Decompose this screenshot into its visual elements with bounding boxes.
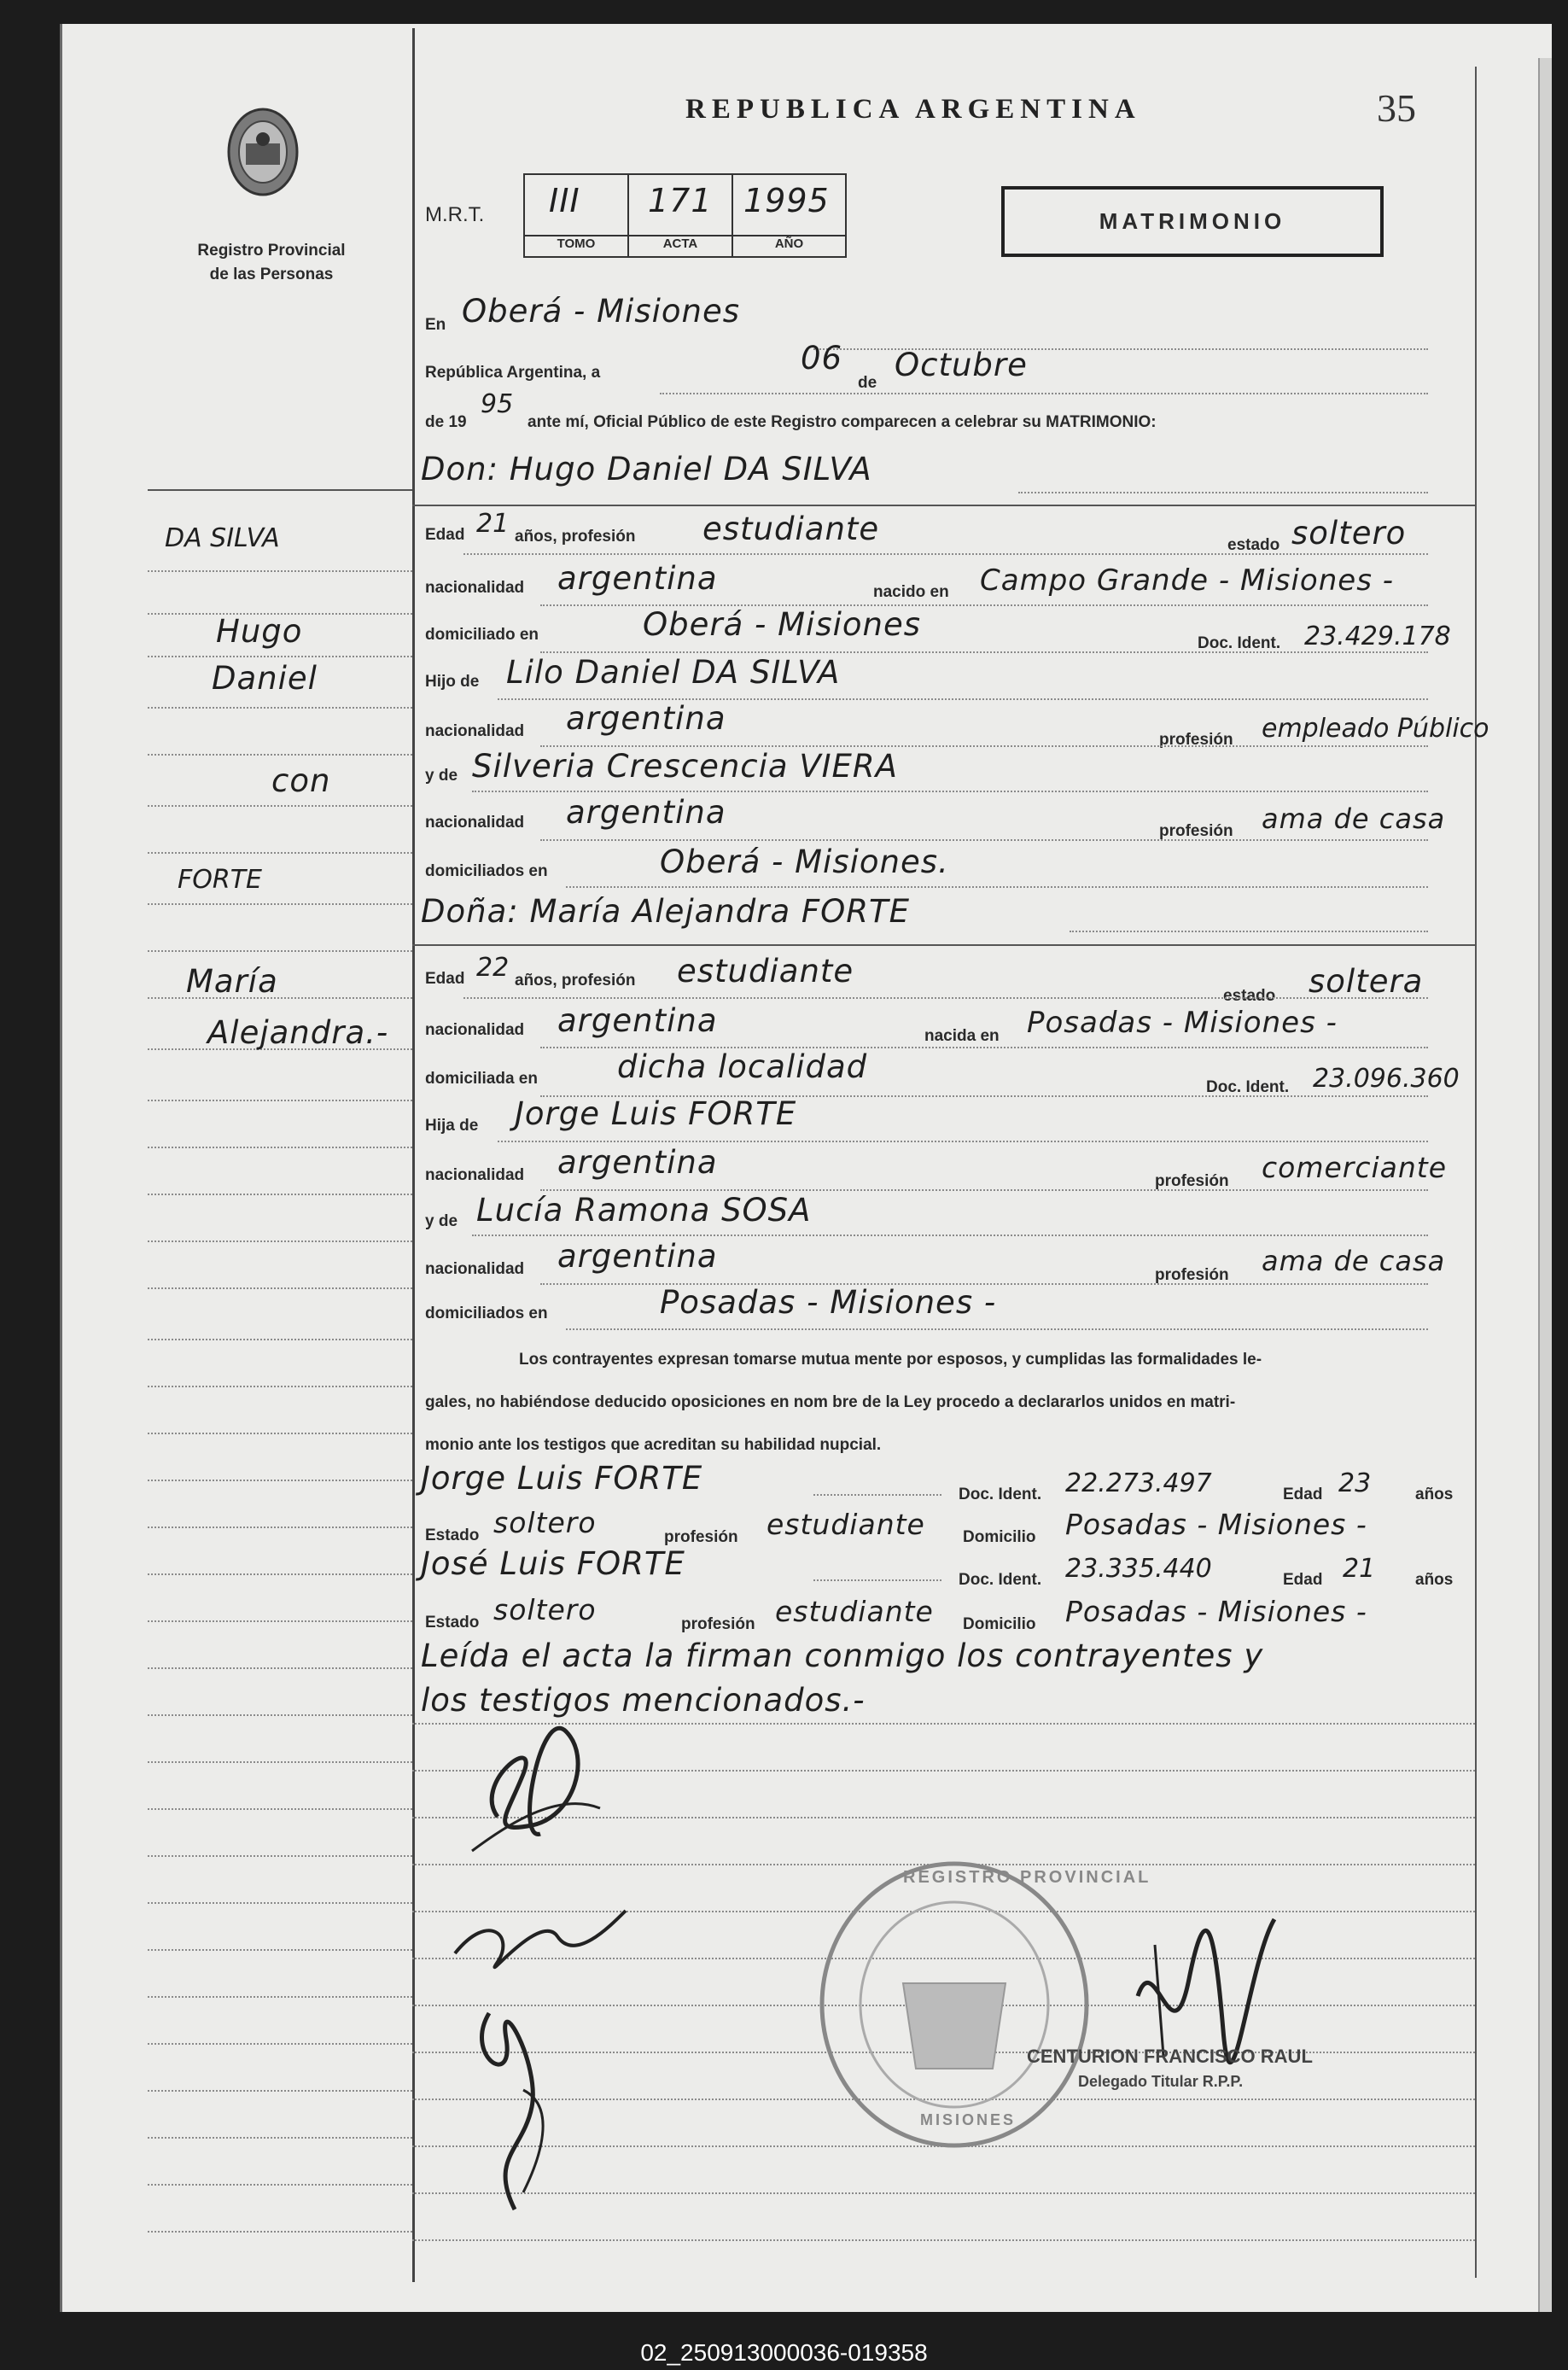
bride-doms-label: domiciliados en (425, 1305, 548, 1322)
rule (463, 553, 1428, 555)
groom-estado: soltero (1291, 515, 1407, 552)
ano-label: AÑO (733, 235, 845, 251)
bride-profesion: estudiante (677, 953, 854, 989)
declaration-line3: monio ante los testigos que acreditan su habilidad nupcial. (425, 1436, 882, 1454)
witness1-dom-label: Domicilio (963, 1528, 1036, 1546)
bride-padre-nac: argentina (557, 1144, 718, 1181)
witness2-doc: 23.335.440 (1065, 1554, 1212, 1584)
republica-label: República Argentina, a (425, 364, 601, 382)
bride-yde-label: y de (425, 1212, 458, 1230)
witness1-profesion: estudiante (767, 1508, 925, 1541)
day: 06 (801, 340, 843, 377)
groom-edad: 21 (476, 509, 510, 539)
rule (472, 1235, 1428, 1236)
provincial-seal-graphic (813, 1855, 1095, 2154)
bride-edad: 22 (476, 953, 510, 983)
margin-rule (148, 1147, 412, 1148)
margin-rule (148, 1573, 412, 1575)
groom-nacionalidad: argentina (557, 560, 718, 597)
en-label: En (425, 316, 446, 334)
margin-rule (148, 1761, 412, 1763)
witness2-prof-label: profesión (681, 1615, 755, 1633)
margin-rule (148, 1996, 412, 1998)
acta-cell (629, 175, 733, 256)
bride-doc-label: Doc. Ident. (1206, 1078, 1290, 1096)
bride-padre-prof: comerciante (1262, 1151, 1448, 1184)
margin-given-1a: Hugo (216, 613, 303, 650)
margin-rule (148, 1100, 412, 1101)
witness2-estado-label: Estado (425, 1614, 480, 1632)
closing-line1: Leída el acta la firman conmigo los contrayentes y (421, 1637, 1264, 1674)
register-page (60, 24, 1552, 2312)
groom-madre-prof: ama de casa (1262, 803, 1446, 835)
witness2-profesion: estudiante (775, 1595, 934, 1628)
margin-rule (148, 656, 412, 657)
acta-value: 171 (648, 182, 713, 219)
bride-madre-nac-label: nacionalidad (425, 1260, 525, 1278)
acta-label: ACTA (629, 235, 732, 251)
margin-rule (148, 2231, 412, 2233)
official-title: Delegado Titular R.P.P. (1078, 2073, 1244, 2090)
party-signatures-graphic (438, 1697, 660, 2244)
witness2-estado: soltero (493, 1593, 597, 1626)
bride-domicilio: dicha localidad (617, 1048, 868, 1085)
margin-rule (148, 1433, 412, 1434)
bride-edad-label: Edad (425, 970, 465, 988)
year-prefix: de 19 (425, 413, 467, 431)
margin-con: con (271, 762, 331, 799)
section-divider (412, 505, 1475, 506)
margin-rule (148, 1194, 412, 1195)
groom-madre-prof-label: profesión (1159, 822, 1233, 840)
groom-madre: Silveria Crescencia VIERA (472, 748, 898, 785)
rule (472, 791, 1428, 792)
year-suffix: 95 (481, 389, 514, 419)
rule (813, 1579, 941, 1581)
margin-given-1b: Daniel (212, 660, 318, 697)
rule (498, 1141, 1428, 1142)
groom-name: Don: Hugo Daniel DA SILVA (421, 451, 872, 487)
margin-rule (148, 2090, 412, 2092)
mrt-label: M.R.T. (425, 203, 485, 226)
country-title: REPUBLICA ARGENTINA (685, 94, 1141, 125)
margin-rule (148, 903, 412, 905)
groom-padre-nac-label: nacionalidad (425, 722, 525, 740)
groom-doc-label: Doc. Ident. (1198, 634, 1281, 652)
margin-divider-line (148, 489, 412, 491)
place: Oberá - Misiones (462, 293, 741, 330)
witness2-name: José Luis FORTE (421, 1545, 685, 1582)
margin-rule (148, 1808, 412, 1810)
witness1-domicilio: Posadas - Misiones - (1065, 1508, 1367, 1541)
rule (1070, 931, 1428, 932)
page-number: 35 (1377, 86, 1416, 130)
right-border (1475, 67, 1477, 2278)
witness2-anos-label: años (1415, 1571, 1454, 1589)
margin-surname-2: FORTE (178, 865, 262, 895)
witness2-edad: 21 (1343, 1554, 1376, 1584)
bride-doc: 23.096.360 (1313, 1064, 1460, 1094)
margin-rule (148, 1526, 412, 1528)
groom-doms-label: domiciliados en (425, 862, 548, 880)
groom-edad-label: Edad (425, 526, 465, 544)
groom-hijo-label: Hijo de (425, 673, 480, 691)
bride-madre: Lucía Ramona SOSA (476, 1192, 812, 1229)
witness1-estado: soltero (493, 1506, 597, 1539)
bride-nacida: Posadas - Misiones - (1027, 1006, 1338, 1040)
margin-rule (148, 1667, 412, 1669)
rule (463, 997, 1428, 999)
margin-surname-1: DA SILVA (165, 523, 280, 553)
witness1-doc-label: Doc. Ident. (959, 1486, 1042, 1503)
groom-domicilio: Oberá - Misiones (643, 606, 922, 643)
margin-rule (148, 754, 412, 756)
witness1-prof-label: profesión (664, 1528, 738, 1546)
groom-padre: Lilo Daniel DA SILVA (506, 654, 841, 691)
rule (540, 651, 1428, 653)
rule (540, 745, 1428, 747)
de-label: de (858, 374, 877, 392)
groom-profesion-label: años, profesión (515, 528, 636, 546)
bride-padre-nac-label: nacionalidad (425, 1166, 525, 1184)
rule (566, 886, 1428, 888)
witness2-doc-label: Doc. Ident. (959, 1571, 1042, 1589)
margin-rule (148, 950, 412, 952)
groom-madre-nac: argentina (566, 794, 726, 831)
declaration-line1: Los contrayentes expresan tomarse mutua mente por esposos, y cumplidas las formalidades le- (519, 1351, 1262, 1369)
margin-rule (148, 2043, 412, 2045)
bride-name: Doña: María Alejandra FORTE (421, 893, 910, 930)
seal-bottom-text: MISIONES (920, 2111, 1017, 2128)
groom-profesion: estudiante (702, 511, 880, 547)
margin-rule (148, 2184, 412, 2186)
witness1-edad: 23 (1338, 1468, 1372, 1498)
groom-doc: 23.429.178 (1304, 622, 1451, 651)
margin-rule (148, 1620, 412, 1622)
registry-name-line2: de las Personas (209, 266, 334, 283)
margin-rule (148, 1902, 412, 1904)
bride-madre-prof-label: profesión (1155, 1266, 1229, 1284)
rule (660, 393, 1428, 394)
book-spine (1538, 58, 1552, 2312)
bride-estado: soltera (1309, 963, 1424, 1000)
bride-dom-label: domiciliada en (425, 1070, 538, 1088)
tomo-cell (525, 175, 629, 256)
tomo-label: TOMO (525, 235, 627, 254)
bride-profesion-label: años, profesión (515, 972, 636, 989)
ano-cell (733, 175, 845, 256)
official-name: CENTURION FRANCISCO RAUL (1027, 2046, 1313, 2067)
intro-statement: ante mí, Oficial Público de este Registro comparecen a celebrar su MATRIMONIO: (528, 413, 1157, 431)
groom-padres-dom: Oberá - Misiones. (660, 844, 949, 880)
rule (540, 1189, 1428, 1191)
footer-id: 02_250913000036-019358 (640, 2339, 928, 2366)
rule (566, 1328, 1428, 1330)
bride-padres-dom: Posadas - Misiones - (660, 1284, 997, 1321)
groom-dom-label: domiciliado en (425, 626, 539, 644)
witness2-dom-label: Domicilio (963, 1615, 1036, 1633)
margin-rule (148, 1287, 412, 1289)
margin-rule (148, 1949, 412, 1951)
margin-rule (148, 1240, 412, 1242)
groom-padre-prof-label: profesión (1159, 731, 1233, 749)
groom-nacido-label: nacido en (873, 583, 949, 601)
groom-padre-nac: argentina (566, 700, 726, 737)
seal-top-text: REGISTRO PROVINCIAL (903, 1868, 1151, 1887)
margin-given-2a: María (186, 963, 278, 1000)
margin-rule (148, 570, 412, 572)
bride-padre: Jorge Luis FORTE (515, 1095, 797, 1132)
margin-rule (148, 1339, 412, 1340)
month: Octubre (895, 347, 1028, 383)
margin-rule (148, 852, 412, 854)
ano-value: 1995 (743, 182, 830, 219)
margin-given-2b: Alejandra.- (207, 1014, 389, 1051)
registry-name-line1: Registro Provincial (197, 242, 346, 260)
doc-type-box (1001, 186, 1384, 257)
groom-padre-prof: empleado Público (1262, 714, 1489, 744)
margin-rule (148, 1480, 412, 1481)
groom-estado-label: estado (1227, 536, 1280, 554)
margin-rule (148, 707, 412, 709)
margin-rule (148, 1714, 412, 1716)
witness1-anos-label: años (1415, 1486, 1454, 1503)
bride-nacida-label: nacida en (924, 1027, 1000, 1045)
margin-divider (412, 28, 415, 2282)
bride-hija-label: Hija de (425, 1117, 479, 1135)
margin-rule (148, 2137, 412, 2139)
rule (540, 839, 1428, 841)
margin-rule (148, 805, 412, 807)
witness2-edad-label: Edad (1283, 1571, 1323, 1589)
witness1-estado-label: Estado (425, 1526, 480, 1544)
groom-madre-nac-label: nacionalidad (425, 814, 525, 832)
bride-nacionalidad: argentina (557, 1002, 718, 1039)
bride-estado-label: estado (1223, 987, 1276, 1005)
witness1-edad-label: Edad (1283, 1486, 1323, 1503)
bride-nac-label: nacionalidad (425, 1021, 525, 1039)
groom-nac-label: nacionalidad (425, 579, 525, 597)
groom-nacido: Campo Grande - Misiones - (980, 563, 1394, 598)
bride-padre-prof-label: profesión (1155, 1172, 1229, 1190)
margin-rule (148, 1855, 412, 1857)
witness2-domicilio: Posadas - Misiones - (1065, 1595, 1367, 1628)
margin-rule (148, 1386, 412, 1387)
declaration-line2: gales, no habiéndose deducido oposiciones en nom bre de la Ley procedo a declararlos unidos en matri- (425, 1393, 1236, 1411)
doc-type: MATRIMONIO (1099, 208, 1286, 234)
bride-madre-prof: ama de casa (1262, 1245, 1446, 1277)
coat-of-arms-icon (224, 105, 301, 199)
witness1-name: Jorge Luis FORTE (421, 1460, 703, 1497)
groom-yde-label: y de (425, 767, 458, 785)
closing-line2: los testigos mencionados.- (421, 1682, 866, 1719)
rule (1018, 492, 1428, 493)
mrt-box (523, 173, 847, 258)
bride-madre-nac: argentina (557, 1238, 718, 1275)
rule (813, 1494, 941, 1496)
tomo-value: III (549, 182, 580, 219)
witness1-doc: 22.273.497 (1065, 1468, 1212, 1498)
section-divider (412, 944, 1475, 946)
